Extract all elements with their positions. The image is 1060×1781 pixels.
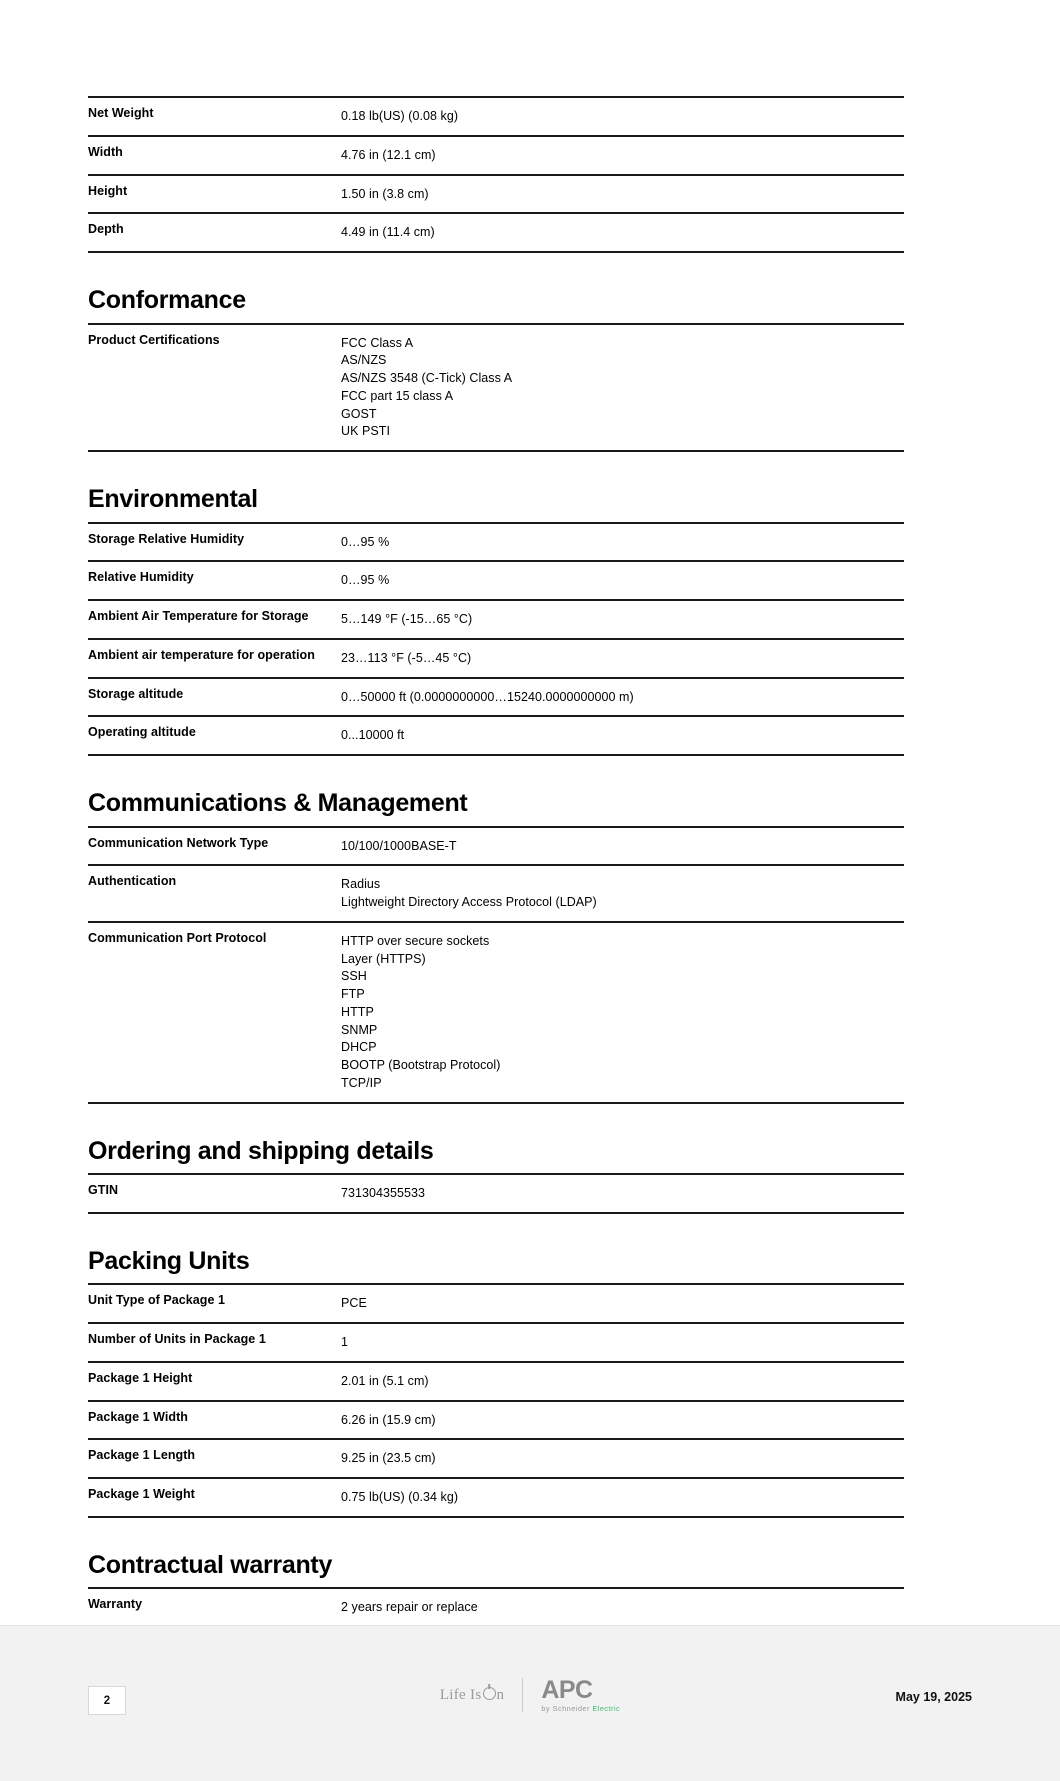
- spec-value-line: UK PSTI: [341, 424, 390, 439]
- section-spacer: [88, 1518, 904, 1552]
- table-row: [88, 600, 904, 639]
- spec-label: Ambient air temperature for operation: [88, 647, 315, 662]
- spec-value-line: 4.49 in (11.4 cm): [341, 225, 435, 240]
- table-row: [88, 678, 904, 717]
- spec-value-line: DHCP: [341, 1040, 377, 1055]
- section-spacer: [88, 1214, 904, 1248]
- spec-label: Package 1 Width: [88, 1409, 188, 1424]
- spec-value-line: SNMP: [341, 1022, 378, 1037]
- spec-value-line: 10/100/1000BASE-T: [341, 838, 457, 853]
- table-row: [88, 1362, 904, 1401]
- spec-label: Width: [88, 144, 123, 159]
- spec-value-line: AS/NZS: [341, 353, 387, 368]
- table-row: [88, 1478, 904, 1517]
- spec-value: [341, 213, 904, 252]
- spec-label: Communication Port Protocol: [88, 930, 267, 945]
- spec-label: Unit Type of Package 1: [88, 1293, 226, 1308]
- spec-value: [341, 678, 904, 717]
- spec-label: Authentication: [88, 874, 177, 889]
- table-row: [88, 1323, 904, 1362]
- table-row: [88, 324, 904, 452]
- section-heading-environmental: Environmental: [88, 485, 258, 513]
- spec-value-line: FCC Class A: [341, 335, 414, 350]
- spec-value: [341, 1284, 904, 1323]
- spec-label: GTIN: [88, 1183, 119, 1197]
- section-heading-contractual-warranty: Contractual warranty: [88, 1550, 333, 1579]
- spec-table-contractual-warranty: [88, 1587, 904, 1628]
- spec-value-line: SSH: [341, 969, 367, 984]
- spec-value: [341, 1439, 904, 1478]
- spec-value-line: 6.26 in (15.9 cm): [341, 1412, 436, 1427]
- page-content: [88, 96, 904, 1628]
- spec-label: Package 1 Height: [88, 1370, 193, 1385]
- section-heading-conformance: Conformance: [88, 286, 246, 314]
- spec-label: Package 1 Weight: [88, 1487, 195, 1501]
- section-heading-communications-management: Communications & Management: [88, 789, 468, 817]
- table-row: [88, 97, 904, 136]
- page-footer: [0, 1660, 1060, 1740]
- spec-value: [341, 561, 904, 600]
- spec-table-physical-continued: [88, 96, 904, 253]
- table-row: [88, 523, 904, 562]
- spec-value: [341, 1401, 904, 1440]
- spec-value: [341, 1588, 904, 1627]
- spec-value-line: 5…149 °F (-15…65 °C): [341, 612, 473, 626]
- spec-table-conformance: [88, 323, 904, 453]
- spec-value-line: HTTP over secure sockets: [341, 933, 490, 948]
- spec-value-line: PCE: [341, 1296, 367, 1311]
- spec-label: Warranty: [88, 1597, 143, 1612]
- spec-label: Storage Relative Humidity: [88, 531, 245, 546]
- spec-value-line: TCP/IP: [341, 1075, 382, 1090]
- spec-value: [341, 1362, 904, 1401]
- spec-value-line: Layer (HTTPS): [341, 951, 426, 966]
- section-spacer: [88, 756, 904, 790]
- spec-value-line: 1.50 in (3.8 cm): [341, 186, 429, 201]
- spec-value-line: 0...10000 ft: [341, 728, 405, 743]
- spec-label: Communication Network Type: [88, 835, 269, 850]
- spec-value-line: AS/NZS 3548 (C-Tick) Class A: [341, 371, 513, 385]
- spec-value-line: 1: [341, 1335, 349, 1349]
- section-heading-ordering-shipping: Ordering and shipping details: [88, 1136, 434, 1165]
- spec-value-line: 4.76 in (12.1 cm): [341, 147, 436, 162]
- spec-label: Storage altitude: [88, 686, 184, 701]
- spec-value: [341, 827, 904, 866]
- apc-sublabel: [541, 1705, 620, 1713]
- apc-sublabel-prefix: by Schneider: [541, 1704, 590, 1713]
- spec-value: [341, 523, 904, 562]
- spec-value-line: 0…95 %: [341, 534, 390, 549]
- table-row: [88, 827, 904, 866]
- spec-label: Operating altitude: [88, 725, 196, 740]
- spec-value-line: 731304355533: [341, 1186, 426, 1200]
- spec-label: Product Certifications: [88, 332, 220, 347]
- spec-value: [341, 716, 904, 755]
- table-row: [88, 716, 904, 755]
- spec-table-ordering-shipping: [88, 1173, 904, 1214]
- spec-label: Depth: [88, 222, 124, 237]
- spec-table-packing-units: [88, 1283, 904, 1518]
- spec-value-line: 2.01 in (5.1 cm): [341, 1373, 429, 1388]
- table-row: [88, 1174, 904, 1213]
- spec-value-line: 0.75 lb(US) (0.34 kg): [341, 1490, 459, 1504]
- spec-label: Number of Units in Package 1: [88, 1332, 266, 1346]
- table-row: [88, 175, 904, 214]
- life-is-on-tagline: [440, 1687, 504, 1704]
- spec-table-environmental: [88, 522, 904, 757]
- table-row: [88, 1401, 904, 1440]
- spec-value-line: Lightweight Directory Access Protocol (LDAP): [341, 895, 597, 909]
- apc-logo: [541, 1678, 620, 1713]
- table-row: [88, 1439, 904, 1478]
- spec-value: [341, 600, 904, 639]
- table-row: [88, 1284, 904, 1323]
- section-spacer: [88, 1104, 904, 1138]
- spec-value-line: 9.25 in (23.5 cm): [341, 1451, 436, 1466]
- spec-value-line: 2 years repair or replace: [341, 1600, 478, 1615]
- spec-table-communications-management: [88, 826, 904, 1104]
- logo-divider: [522, 1678, 523, 1712]
- spec-value: [341, 324, 904, 452]
- spec-label: Package 1 Length: [88, 1448, 196, 1463]
- apc-wordmark: APC: [541, 1676, 593, 1704]
- spec-label: Net Weight: [88, 106, 154, 120]
- spec-value-line: GOST: [341, 406, 377, 421]
- spec-value: [341, 639, 904, 678]
- spec-value-line: 0…50000 ft (0.0000000000…15240.0000000000 m): [341, 689, 634, 704]
- spec-value: [341, 865, 904, 922]
- spec-label: Ambient Air Temperature for Storage: [88, 609, 309, 623]
- table-row: [88, 561, 904, 600]
- apc-sublabel-suffix: Electric: [592, 1704, 621, 1713]
- spec-value: [341, 1323, 904, 1362]
- power-symbol-icon: [483, 1687, 496, 1700]
- spec-value-line: BOOTP (Bootstrap Protocol): [341, 1058, 501, 1072]
- tagline-text-after: n: [496, 1686, 505, 1703]
- table-row: [88, 865, 904, 922]
- spec-value-line: FTP: [341, 987, 365, 1001]
- sections-container: [88, 96, 904, 1628]
- spec-value: [341, 1478, 904, 1517]
- spec-label: Relative Humidity: [88, 570, 194, 585]
- spec-label: Height: [88, 183, 128, 198]
- table-row: [88, 639, 904, 678]
- table-row: [88, 922, 904, 1103]
- table-row: [88, 213, 904, 252]
- section-spacer: [88, 253, 904, 287]
- table-row: [88, 1588, 904, 1627]
- table-row: [88, 136, 904, 175]
- spec-value-line: Radius: [341, 877, 381, 892]
- section-spacer: [88, 452, 904, 486]
- spec-value-line: 0.18 lb(US) (0.08 kg): [341, 109, 459, 123]
- page-number: 2: [88, 1686, 126, 1715]
- section-heading-packing-units: Packing Units: [88, 1246, 250, 1275]
- spec-value: [341, 97, 904, 136]
- spec-value-line: FCC part 15 class A: [341, 388, 454, 403]
- spec-value: [341, 1174, 904, 1213]
- tagline-text-before: Life Is: [439, 1686, 482, 1703]
- footer-date: May 19, 2025: [895, 1690, 972, 1704]
- spec-value: [341, 175, 904, 214]
- spec-value-line: HTTP: [341, 1004, 374, 1019]
- spec-value: [341, 136, 904, 175]
- spec-value-line: 23…113 °F (-5…45 °C): [341, 650, 472, 665]
- spec-value: [341, 922, 904, 1103]
- spec-value-line: 0…95 %: [341, 573, 390, 588]
